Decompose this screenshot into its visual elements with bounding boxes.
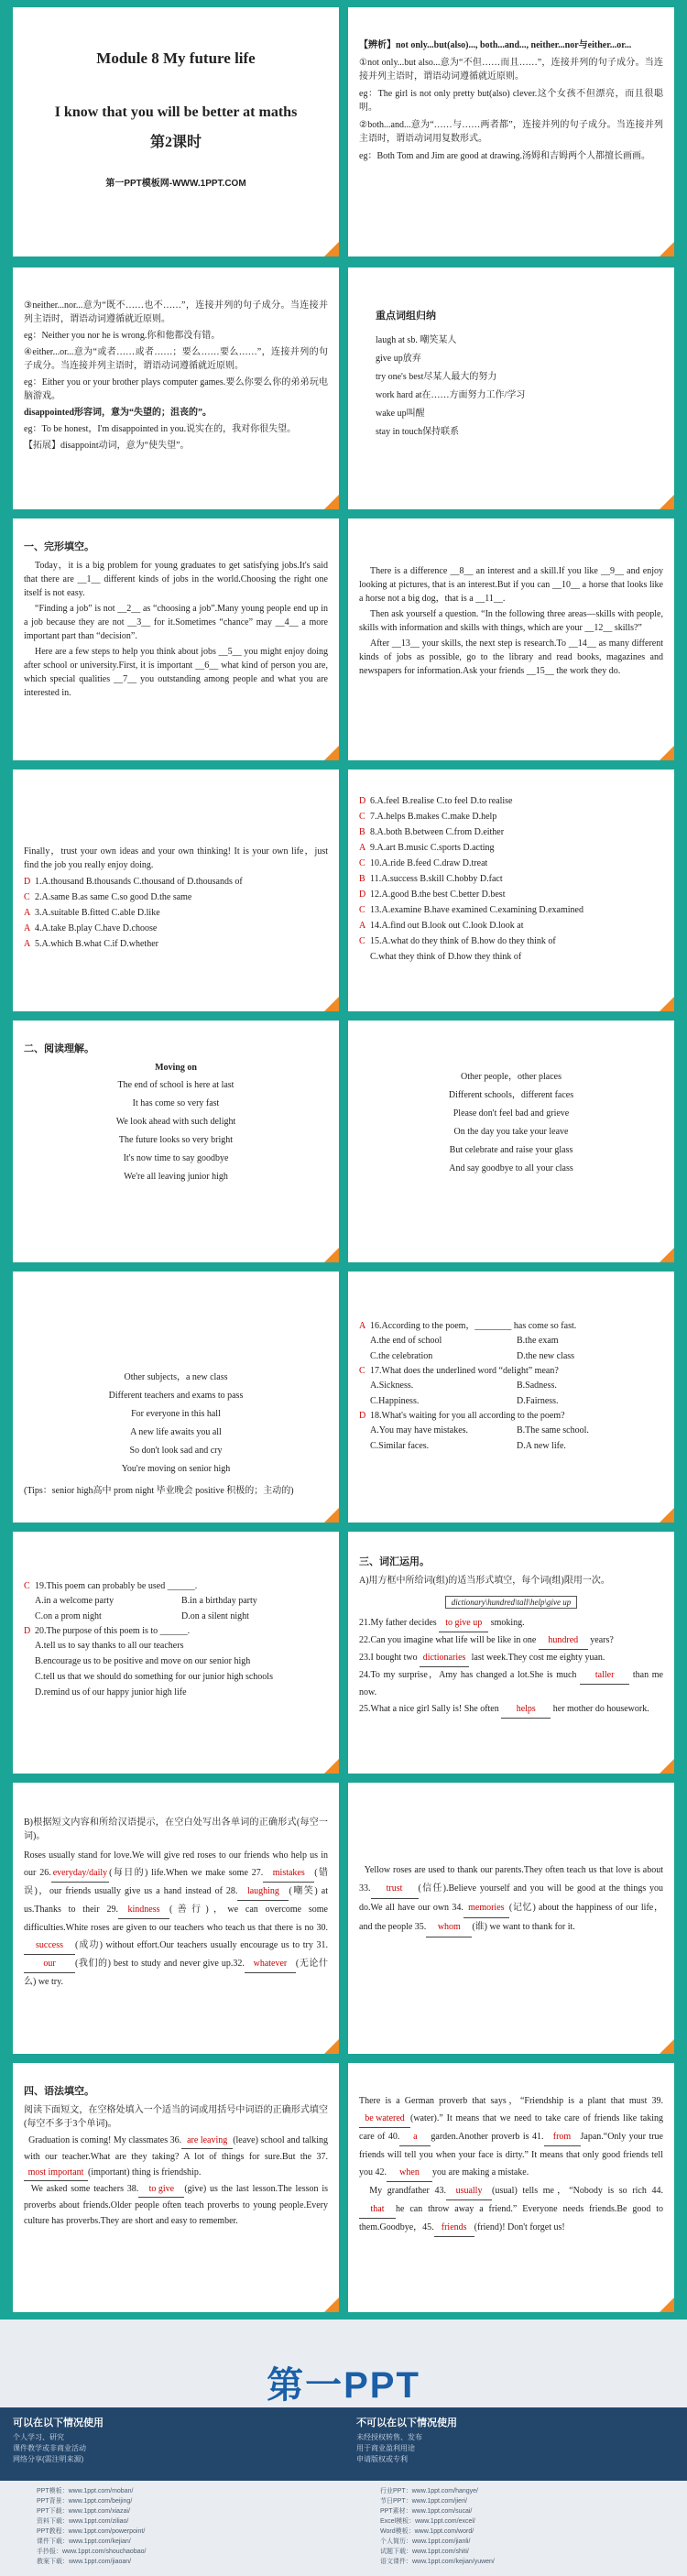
- blank-27: mistakes: [263, 1864, 314, 1883]
- blank-44: that: [359, 2200, 396, 2219]
- answer-letter: D: [359, 890, 366, 900]
- option-row: [359, 933, 663, 949]
- option-text: C.on a prom night: [35, 1611, 102, 1621]
- grammar-fill-2: [348, 2063, 674, 2312]
- text-run: 21.My father decides: [359, 1618, 440, 1628]
- text-run: (friend)! Don't forget us!: [474, 2222, 565, 2232]
- question-text: 16.According to the poem，________ has come so fast.: [370, 1321, 577, 1331]
- text-run: (嘲笑) at us.Thanks to their 29.: [24, 1886, 328, 1915]
- footer-link[interactable]: 节日PPT：www.1ppt.com/jieri/: [380, 2498, 467, 2505]
- answer-letter: A: [24, 908, 31, 918]
- footer-link[interactable]: 手抄报：www.1ppt.com/shouchaobao/: [37, 2549, 147, 2555]
- question-stem: [24, 1579, 328, 1593]
- option-text: C.Similar faces.: [370, 1441, 430, 1451]
- vocab-slide-1: [348, 1532, 674, 1774]
- poem-line: We're all leaving junior high: [124, 1172, 228, 1182]
- blank-33: trust: [371, 1880, 419, 1899]
- option-text: 3.A.suitable B.fitted C.able D.like: [35, 908, 160, 918]
- option-text: A.in a welcome party: [35, 1596, 114, 1606]
- answer-letter: D: [24, 1626, 31, 1636]
- brand-footer: [0, 2319, 687, 2576]
- text-run: Graduation is coming! My classmates 36.: [28, 2135, 182, 2145]
- option-text: 10.A.ride B.feed C.draw D.treat: [370, 858, 488, 868]
- vocab-item: [359, 1632, 663, 1650]
- option-text: 15.A.what do they think of B.how do they think of: [370, 936, 556, 946]
- option-text: A.You may have mistakes.: [370, 1425, 469, 1435]
- text-run: My grandfather 43.: [369, 2186, 447, 2196]
- section-heading: 一、完形填空。: [24, 541, 94, 552]
- vocab-item: [359, 1615, 663, 1632]
- answer-letter: A: [359, 843, 366, 853]
- phrase-item: wake up叫醒: [376, 409, 425, 419]
- option-row: [24, 890, 328, 905]
- blank-32: whatever: [245, 1955, 296, 1973]
- allowed-heading: 可以在以下情况使用: [13, 2418, 104, 2429]
- option-text: 2.A.same B.as same C.so good D.the same: [35, 892, 192, 902]
- vocab-instruction: A)用方框中所给词(组)的适当形式填空，每个词(组)限用一次。: [359, 1576, 610, 1586]
- answer-blank: dictionaries: [420, 1650, 469, 1667]
- question-options: [24, 1593, 328, 1624]
- blank-42: when: [387, 2164, 432, 2182]
- reading-slide-3: [13, 1272, 339, 1523]
- option-row: [359, 918, 663, 933]
- cloze-paragraph: There is a difference __8__ an interest and a skill.If you like __9__ and enjoy looking at pictures, that is an interest.But if you can __10__ a horse that looks like a horse not a big dog，that is a __11__.: [359, 566, 663, 604]
- cloze-slide-2: [348, 518, 674, 760]
- option-text: 14.A.find out B.look out C.look D.look at: [370, 921, 524, 931]
- option-row: [359, 856, 663, 871]
- option-text: C.tell us that we should do something for our junior high schools: [35, 1672, 273, 1682]
- explanation-line: 【拓展】disappoint动词，意为“使失望”。: [24, 441, 190, 451]
- question-options: [24, 1638, 328, 1700]
- reading-slide-2: [348, 1021, 674, 1262]
- blank-36: are leaving: [181, 2133, 233, 2149]
- explanation-line: eg：The girl is not only pretty but(also) clever.这个女孩不但漂亮，而且很聪明。: [359, 89, 663, 113]
- phrases-title: 重点词组归纳: [376, 311, 436, 322]
- grammar-slide-2: [13, 267, 339, 509]
- answer-letter: D: [359, 1411, 366, 1421]
- answer-letter: C: [359, 936, 365, 946]
- forbidden-item: 申请版权或专利: [356, 2455, 408, 2463]
- answer-letter: C: [359, 1366, 365, 1376]
- text-run: (leave) school and talking with our teacher.What are they taking? A lot of things for sure.But the 37.: [24, 2135, 328, 2162]
- poem-line: You're moving on senior high: [121, 1464, 231, 1474]
- poem-line: The future looks so very bright: [118, 1135, 234, 1145]
- text-run: (important) thing is friendship.: [88, 2167, 202, 2178]
- forbidden-heading: 不可以在以下情况使用: [356, 2418, 457, 2429]
- footer-link[interactable]: PPT背景：www.1ppt.com/beijing/: [37, 2498, 133, 2505]
- blank-35: whom: [426, 1918, 472, 1937]
- question-text: 18.What's waiting for you all according to the poem?: [370, 1411, 565, 1421]
- section-heading: 四、语法填空。: [24, 2086, 94, 2097]
- vocab-item: [359, 1650, 663, 1667]
- cloze-paragraph: Then ask yourself a question. “In the following three areas—skills with people, skills with information and skills with things, which are your __12__ skills?”: [359, 609, 663, 633]
- footer-link[interactable]: 语文课件：www.1ppt.com/kejian/yuwen/: [380, 2559, 495, 2565]
- poem-line: Please don't feel bad and grieve: [453, 1108, 570, 1119]
- answer-blank: to give up: [439, 1615, 488, 1632]
- option-row: [359, 871, 663, 887]
- answer-blank: taller: [580, 1667, 629, 1685]
- option-row: [24, 936, 328, 952]
- text-run: (谁) we want to thank for it.: [472, 1922, 575, 1932]
- text-run: (我们的) best to study and never give up.32.: [75, 1959, 245, 1969]
- poem-line: Other subjects，a new class: [124, 1372, 228, 1382]
- footer-link[interactable]: PPT素材：www.1ppt.com/sucai/: [380, 2508, 473, 2515]
- answer-letter: C: [359, 905, 365, 915]
- option-row: [24, 874, 328, 890]
- poem-line: Different schools，different faces: [448, 1090, 574, 1100]
- blank-31: our: [24, 1955, 75, 1973]
- answer-letter: C: [359, 858, 365, 868]
- footer-link[interactable]: Word模板：www.1ppt.com/word/: [380, 2528, 474, 2535]
- text-run: (无论什么) we try.: [24, 1959, 328, 1987]
- text-run: you are making a mistake.: [432, 2167, 529, 2178]
- vocab-slide-2: [13, 1783, 339, 2054]
- option-row: [24, 905, 328, 921]
- option-text: 1.A.thousand B.thousands C.thousand of D.thousands of: [35, 877, 243, 887]
- explanation-line: disappointed形容词，意为“失望的；沮丧的”。: [24, 408, 213, 418]
- text-run: Yellow roses are used to thank our parents.They often teach us that love is about 33.: [359, 1865, 664, 1894]
- question-text: 17.What does the underlined word “delight” mean?: [370, 1366, 559, 1376]
- option-row: [24, 921, 328, 936]
- blank-43: usually: [446, 2182, 492, 2200]
- blank-41: from: [544, 2128, 581, 2146]
- footer-link[interactable]: 个人简历：www.1ppt.com/jianli/: [380, 2538, 471, 2545]
- grammar-fill-1: [13, 2063, 339, 2312]
- phrase-item: stay in touch保持联系: [376, 427, 460, 437]
- option-text: A.tell us to say thanks to all our teachers: [35, 1641, 184, 1651]
- text-run: he can throw away a friend.” Everyone needs friends.Be good to them.Goodbye，45.: [359, 2204, 663, 2232]
- text-run: (记忆) about the happiness of our life，and the people 35.: [359, 1903, 663, 1932]
- vocab-slide-3: [348, 1783, 674, 2054]
- reading-questions-2: [13, 1532, 339, 1774]
- text-run: smoking.: [488, 1618, 525, 1628]
- option-text: D.Fairness.: [517, 1396, 559, 1406]
- text-run: (water).” It means that we need to take care of friends like taking care of 40.: [359, 2113, 663, 2142]
- option-row: [359, 809, 663, 824]
- answer-blank: hundred: [539, 1632, 588, 1650]
- option-text: A.the end of school: [370, 1336, 442, 1346]
- blank-45: friends: [434, 2219, 474, 2237]
- answer-letter: A: [24, 939, 31, 949]
- text-run: 25.What a nice girl Sally is! She often: [359, 1704, 502, 1714]
- poem-line: We look ahead with such delight: [115, 1117, 236, 1127]
- explanation-line: ②both...and...意为“……与……两者都”，连接并列的句子成分。当连接并列主语时，谓语动词用复数形式。: [359, 120, 663, 144]
- vocab-item: [359, 1667, 663, 1701]
- footer-link[interactable]: PPT模板：www.1ppt.com/moban/: [37, 2488, 134, 2494]
- explanation-line: eg：To be honest，I'm disappointed in you.说实在的，我对你很失望。: [24, 424, 297, 434]
- question-stem: [359, 1409, 663, 1423]
- blank-29: kindness: [118, 1901, 169, 1919]
- explanation-line: ③neither...nor...意为“既不……也不……”，连接并列的句子成分。当连接并列主语时，谓语动词遵循就近原则。: [24, 300, 328, 324]
- grammar-instruction: 阅读下面短文，在空格处填入一个适当的词或用括号中词语的正确形式填空(每空不多于3个单词)。: [24, 2105, 328, 2129]
- text-run: years?: [587, 1635, 614, 1645]
- title-slide: [13, 7, 339, 257]
- allowed-item: 课件教学或非商业活动: [13, 2444, 86, 2452]
- option-text: 12.A.good B.the best C.better D.best: [370, 890, 506, 900]
- footer-link[interactable]: Excel模板：www.1ppt.com/excel/: [380, 2518, 475, 2525]
- option-text: D.the new class: [517, 1351, 575, 1361]
- option-text: 8.A.both B.between C.from D.either: [370, 827, 505, 837]
- poem-line: Different teachers and exams to pass: [108, 1391, 244, 1401]
- cloze-paragraph: “Finding a job” is not __2__ as “choosing a job”.Many young people end up in a job because they are not __3__ for it.Sometimes “chance” may __4__ a more important part than “decision”.: [24, 604, 328, 641]
- answer-letter: B: [359, 874, 365, 884]
- option-text: D.remind us of our happy junior high life: [35, 1687, 187, 1697]
- phrase-item: laugh at sb. 嘲笑某人: [376, 335, 457, 345]
- word-box: dictionary\hundred\tall\help\give up: [445, 1596, 577, 1609]
- poem-line: But celebrate and raise your glass: [449, 1145, 573, 1155]
- text-run: We asked some teachers 38.: [30, 2184, 139, 2194]
- text-run: (每日的) life.When we make some 27.: [109, 1868, 264, 1878]
- phrase-item: give up放弃: [376, 354, 421, 364]
- option-text: D.A new life.: [517, 1441, 566, 1451]
- answer-blank: helps: [501, 1701, 551, 1719]
- explanation-line: eg：Both Tom and Jim are good at drawing.汤姆和吉姆两个人都擅长画画。: [359, 151, 650, 161]
- text-run: garden.Another proverb is 41.: [431, 2132, 544, 2142]
- section-heading: 三、词汇运用。: [359, 1556, 430, 1567]
- reading-questions-1: [348, 1272, 674, 1523]
- question-options: [359, 1423, 663, 1454]
- text-run: (错误)，our friends usually give us a hand instead of 28.: [24, 1868, 328, 1896]
- poem-line: And say goodbye to all your class: [449, 1163, 573, 1173]
- forbidden-item: 用于商业盈利用途: [356, 2444, 415, 2452]
- tips-note: (Tips：senior high高中 prom night 毕业晚会 positive 积极的；主动的): [24, 1486, 294, 1496]
- poem-line: A new life awaits you all: [130, 1427, 222, 1437]
- blank-40: a: [399, 2128, 431, 2146]
- text-run: (usual) tells me，“Nobody is so rich 44.: [492, 2186, 663, 2196]
- answer-letter: A: [359, 1321, 366, 1331]
- text-run: 23.I bought two: [359, 1653, 420, 1663]
- phrase-item: try one's best尽某人最大的努力: [376, 372, 497, 382]
- blank-28: laughing: [237, 1883, 289, 1901]
- cloze-options-1: [13, 770, 339, 1011]
- option-text: C.Happiness.: [370, 1396, 420, 1406]
- explanation-line: eg：Neither you nor he is wrong.你和他都没有错。: [24, 331, 221, 341]
- graduation-paragraph: [24, 2133, 328, 2229]
- poem-title: Moving on: [155, 1063, 197, 1073]
- poem-line: For everyone in this hall: [131, 1409, 221, 1419]
- option-text: B.in a birthday party: [181, 1596, 257, 1606]
- option-text: 7.A.helps B.makes C.make D.help: [370, 812, 497, 822]
- phrases-slide: [348, 267, 674, 509]
- vocab-instruction-b: B)根据短文内容和所给汉语提示，在空白处写出各单词的正确形式(每空一词)。: [24, 1817, 328, 1841]
- explanation-line: 【辨析】not only...but(also)..., both...and..., neither...nor与either...or...: [359, 40, 632, 50]
- cloze-slide-1: [13, 518, 339, 760]
- blank-30: success: [24, 1937, 75, 1955]
- roses-paragraph: [359, 1861, 663, 1937]
- brand-label: 第一PPT模板网-WWW.1PPT.COM: [105, 179, 246, 189]
- option-text: B.Sadness.: [517, 1381, 557, 1391]
- question-stem: [359, 1364, 663, 1378]
- option-row: [359, 793, 663, 809]
- lesson-number: 第2课时: [149, 135, 202, 150]
- blank-37: most important: [24, 2165, 88, 2181]
- option-text: B.the exam: [517, 1336, 559, 1346]
- text-run: 22.Can you imagine what life will be like in one: [359, 1635, 539, 1645]
- brand-logo: 第一PPT: [267, 2365, 420, 2406]
- allowed-item: 个人学习、研究: [13, 2433, 64, 2441]
- poem-line: Other people，other places: [461, 1072, 562, 1082]
- text-run: Japan.“Only your true friends will tell you when your face is dirty.” It means that only good friends tell you 42.: [359, 2132, 663, 2178]
- text-run: There is a German proverb that says，“Friendship is a plant that must 39.: [359, 2096, 663, 2106]
- text-run: (成功) without effort.Our teachers usually encourage us to try 31.: [75, 1940, 328, 1950]
- option-row: [359, 949, 663, 965]
- explanation-line: ①not only...but also...意为“不但……而且……”，连接并列的句子成分。当连接并列主语时，谓语动词遵循就近原则。: [359, 58, 663, 82]
- vocab-item: [359, 1701, 663, 1719]
- module-title: Module 8 My future life: [96, 49, 256, 67]
- cloze-closing: Finally，trust your own ideas and your own thinking! It is your own life，just find the job you really enjoy doing.: [24, 846, 328, 870]
- option-text: A.Sickness.: [370, 1381, 414, 1391]
- allowed-item: 网络分享(需注明来源): [13, 2455, 84, 2463]
- section-heading: 二、阅读理解。: [24, 1043, 94, 1054]
- option-text: D.on a silent night: [181, 1611, 249, 1621]
- phrase-item: work hard at在……方面努力工作/学习: [376, 390, 526, 400]
- question-options: [359, 1333, 663, 1364]
- poem-line: On the day you take your leave: [453, 1127, 569, 1137]
- answer-letter: C: [24, 892, 30, 902]
- explanation-line: eg：Either you or your brother plays computer games.要么你要么你的弟弟玩电脑游戏。: [24, 377, 328, 401]
- blank-26: everyday/daily: [51, 1864, 109, 1883]
- blank-38: to give: [138, 2181, 184, 2198]
- answer-letter: D: [359, 796, 366, 806]
- question-stem: [24, 1624, 328, 1638]
- question-text: 19.This poem can probably be used ______.: [35, 1581, 198, 1591]
- option-row: [359, 902, 663, 918]
- option-text: 6.A.feel B.realise C.to feel D.to realise: [370, 796, 513, 806]
- text-run: (give) us the last lesson.The lesson is proverbs about friends.Older people often teach proverbs to young people.Every culture has proverbs.They are short and easy to remember.: [24, 2184, 328, 2226]
- grammar-slide-1: [348, 7, 674, 257]
- question-options: [359, 1378, 663, 1409]
- option-text: 4.A.take B.play C.have D.choose: [35, 923, 158, 933]
- question-stem: [359, 1319, 663, 1333]
- text-run: her mother do housework.: [551, 1704, 649, 1714]
- answer-letter: A: [24, 923, 31, 933]
- option-row: [359, 887, 663, 902]
- text-run: 24.To my surprise，Amy has changed a lot.She is much: [359, 1670, 581, 1680]
- proverb-paragraph: [359, 2092, 663, 2237]
- footer-link[interactable]: 试题下载：www.1ppt.com/shiti/: [380, 2549, 469, 2555]
- option-text: B.encourage us to be positive and move on our senior high: [35, 1656, 251, 1666]
- poem-line: It's now time to say goodbye: [123, 1153, 229, 1163]
- footer-link[interactable]: 课件下载：www.1ppt.com/kejian/: [37, 2538, 131, 2545]
- forbidden-item: 未经授权转售、发布: [356, 2433, 422, 2441]
- footer-link[interactable]: PPT下载：www.1ppt.com/xiazai/: [37, 2508, 130, 2515]
- footer-link[interactable]: 资料下载：www.1ppt.com/ziliao/: [37, 2518, 129, 2525]
- option-text: C.the celebration: [370, 1351, 433, 1361]
- poem-line: The end of school is here at last: [117, 1080, 234, 1090]
- option-row: [359, 840, 663, 856]
- reading-slide-1: [13, 1021, 339, 1262]
- footer-link[interactable]: PPT教程：www.1ppt.com/powerpoint/: [37, 2528, 146, 2535]
- answer-letter: C: [24, 1581, 30, 1591]
- blank-34: memories: [463, 1899, 509, 1918]
- explanation-line: ④either...or...意为“或者……或者……；要么……要么……”，连接并列的句子成分。当连接并列主语时，谓语动词遵循就近原则。: [24, 347, 328, 371]
- usage-panel: [0, 2407, 687, 2481]
- cloze-paragraph: Here are a few steps to help you think about jobs __5__ you might enjoy doing after school or university.First, it is important __6__ what kind of person you are, which special qualities __7__ you outstanding among people and what you are interested in.: [24, 647, 328, 698]
- option-text: 9.A.art B.music C.sports D.acting: [370, 843, 495, 853]
- answer-letter: B: [359, 827, 365, 837]
- text-run: (善行)，we can overcome some difficulties.White roses are given to our teachers who teach us that there is no 30.: [24, 1905, 328, 1933]
- blank-39: be watered: [359, 2110, 410, 2128]
- cloze-paragraph: Today，it is a big problem for young graduates to get satisfying jobs.It's said that there are __1__ different kinds of jobs in the world.Choosing the right one itself is not easy.: [24, 561, 328, 598]
- question-text: 20.The purpose of this poem is to ______.: [35, 1626, 191, 1636]
- cloze-paragraph: After __13__ your skills, the next step is research.To __14__ as many different kinds of jobs as possible, go to the library and read books, magazines and newspapers for information.Ask your friends __15__ the work they do.: [359, 639, 663, 676]
- text-run: last week.They cost me eighty yuan.: [469, 1653, 605, 1663]
- answer-letter: A: [359, 921, 366, 931]
- text-run: than me now.: [359, 1670, 663, 1697]
- option-text: 11.A.success B.skill C.hobby D.fact: [370, 874, 503, 884]
- answer-letter: C: [359, 812, 365, 822]
- option-text: B.The same school.: [517, 1425, 589, 1435]
- option-text: 5.A.which B.what C.if D.whether: [35, 939, 158, 949]
- option-text: C.what they think of D.how they think of: [370, 952, 522, 962]
- lesson-title: I know that you will be better at maths: [54, 104, 298, 120]
- text-run: (信任).Believe yourself and you will be good at the things you do.We all have our own 34.: [359, 1883, 663, 1913]
- poem-line: It has come so very fast: [132, 1098, 220, 1108]
- text-run: Roses usually stand for love.We will give red roses to our friends who help us in our 26.: [24, 1850, 328, 1878]
- cloze-options-2: [348, 770, 674, 1011]
- footer-link[interactable]: 行业PPT：www.1ppt.com/hangye/: [380, 2488, 478, 2494]
- option-row: [359, 824, 663, 840]
- answer-letter: D: [24, 877, 31, 887]
- footer-link[interactable]: 教案下载：www.1ppt.com/jiaoan/: [37, 2559, 132, 2565]
- poem-line: So don't look sad and cry: [129, 1446, 223, 1456]
- option-text: 13.A.examine B.have examined C.examining D.examined: [370, 905, 583, 915]
